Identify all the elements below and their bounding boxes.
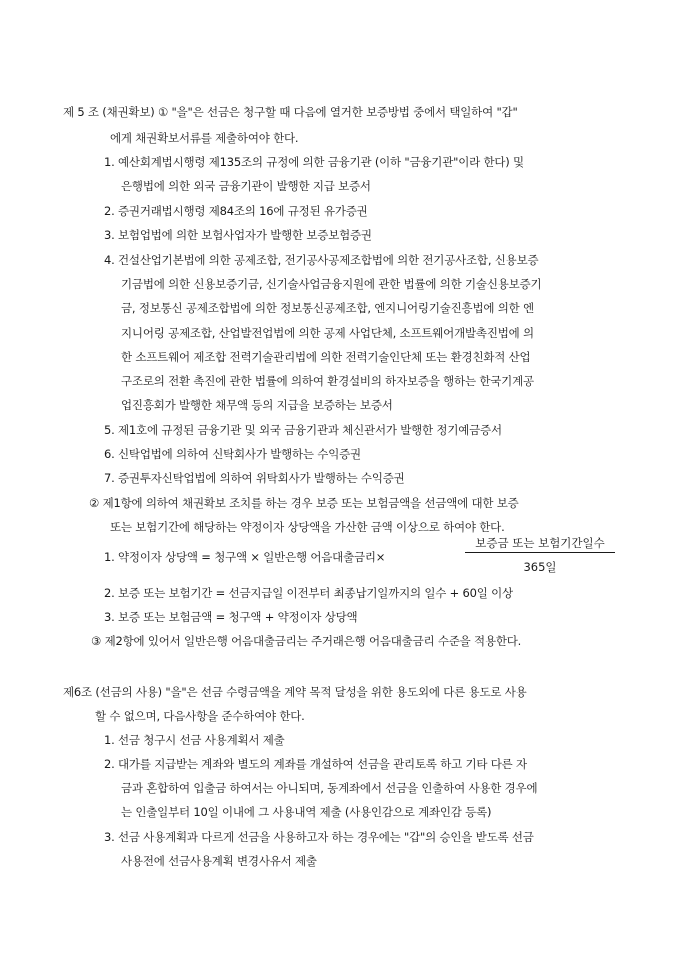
article-5-paragraph-2: ② 제1항에 의하여 채권확보 조치를 하는 경우 보증 또는 보험금액을 선금액에 대한 보증 [89, 496, 519, 510]
formula-3: 3. 보증 또는 보험금액 = 청구액 + 약정이자 상당액 [104, 610, 358, 624]
article-5-item-2: 2. 증권거래법시행령 제84조의 16에 규정된 유가증권 [104, 204, 368, 218]
article-6-heading: 제6조 (선금의 사용) "을"은 선금 수령금액을 계약 목적 달성을 위한 용도외에 다른 용도로 사용 [63, 685, 527, 699]
article-6-heading-cont: 할 수 없으며, 다음사항을 준수하여야 한다. [95, 709, 305, 723]
article-5-item-1: 1. 예산회계법시행령 제135조의 규정에 의한 금융기관 (이하 "금융기관"이라 한다) 및 [104, 155, 524, 169]
formula-1-numerator: 보증금 또는 보험기간일수 [475, 536, 605, 550]
article-6-item-2: 2. 대가를 지급받는 계좌와 별도의 계좌를 개설하여 선금을 관리토록 하고 기타 다른 자 [104, 757, 527, 771]
article-5-heading: 제 5 조 (채권확보) ① "을"은 선금은 청구할 때 다음에 열거한 보증방법 중에서 택일하여 "갑" [63, 105, 518, 119]
article-5-item-4-cont-1: 기금법에 의한 신용보증기금, 신기술사업금융지원에 관한 법률에 의한 기술신용보증기 [121, 277, 542, 291]
article-5-item-4-cont-2: 금, 정보통신 공제조합법에 의한 정보통신공제조합, 엔지니어링기술진흥법에 의한 엔 [121, 301, 534, 315]
article-5-item-4-cont-5: 구조로의 전환 촉진에 관한 법률에 의하여 환경설비의 하자보증을 행하는 한국기계공 [121, 374, 534, 388]
formula-1-denominator: 365일 [523, 560, 557, 574]
article-5-item-4-cont-3: 지니어링 공제조합, 산업발전업법에 의한 공제 사업단체, 소프트웨어개발촉진법에 의 [121, 326, 534, 340]
article-6-item-1: 1. 선금 청구시 선금 사용계획서 제출 [104, 733, 285, 747]
article-5-item-5: 5. 제1호에 규정된 금융기관 및 외국 금융기관과 체신관서가 발행한 정기예금증서 [104, 423, 502, 437]
article-5-paragraph-2-cont: 또는 보험기간에 해당하는 약정이자 상당액을 가산한 금액 이상으로 하여야 한다. [110, 520, 505, 534]
article-5-item-4-cont-6: 업진흥회가 발행한 채무액 등의 지급을 보증하는 보증서 [121, 398, 393, 412]
article-6-item-3: 3. 선금 사용계획과 다르게 선금을 사용하고자 하는 경우에는 "갑"의 승인을 받도록 선금 [104, 830, 534, 844]
article-5-item-3: 3. 보험업법에 의한 보험사업자가 발행한 보증보험증권 [104, 228, 372, 242]
article-5-item-4: 4. 건설산업기본법에 의한 공제조합, 전기공사공제조합법에 의한 전기공사조합, 신용보증 [104, 253, 539, 267]
article-5-paragraph-3: ③ 제2항에 있어서 일반은행 어음대출금리는 주거래은행 어음대출금리 수준을 적용한다. [91, 634, 522, 648]
article-6-item-3-cont: 사용전에 선금사용계획 변경사유서 제출 [121, 854, 317, 868]
article-5-item-7: 7. 증권투자신탁업법에 의하여 위탁회사가 발행하는 수익증권 [104, 471, 405, 485]
article-5-item-1-cont: 은행법에 의한 외국 금융기관이 발행한 지급 보증서 [121, 179, 371, 193]
article-6-item-2-cont-1: 금과 혼합하여 입출금 하여서는 아니되며, 동계좌에서 선금을 인출하여 사용한 경우에 [121, 781, 538, 795]
fraction-bar [465, 552, 615, 553]
article-5-item-6: 6. 신탁업법에 의하여 신탁회사가 발행하는 수익증권 [104, 447, 361, 461]
article-5-heading-cont: 에게 채권확보서류를 제출하여야 한다. [110, 131, 299, 145]
formula-1-label: 1. 약정이자 상당액 = 청구액 × 일반은행 어음대출금리× [104, 550, 386, 564]
formula-2: 2. 보증 또는 보험기간 = 선금지급일 이전부터 최종납기일까지의 일수 + 60일 이상 [104, 586, 513, 600]
article-5-item-4-cont-4: 한 소프트웨어 제조합 전력기술관리법에 의한 전력기술인단체 또는 환경친화적 산업 [121, 350, 531, 364]
article-6-item-2-cont-2: 는 인출일부터 10일 이내에 그 사용내역 제출 (사용인감으로 계좌인감 등록) [121, 805, 492, 819]
